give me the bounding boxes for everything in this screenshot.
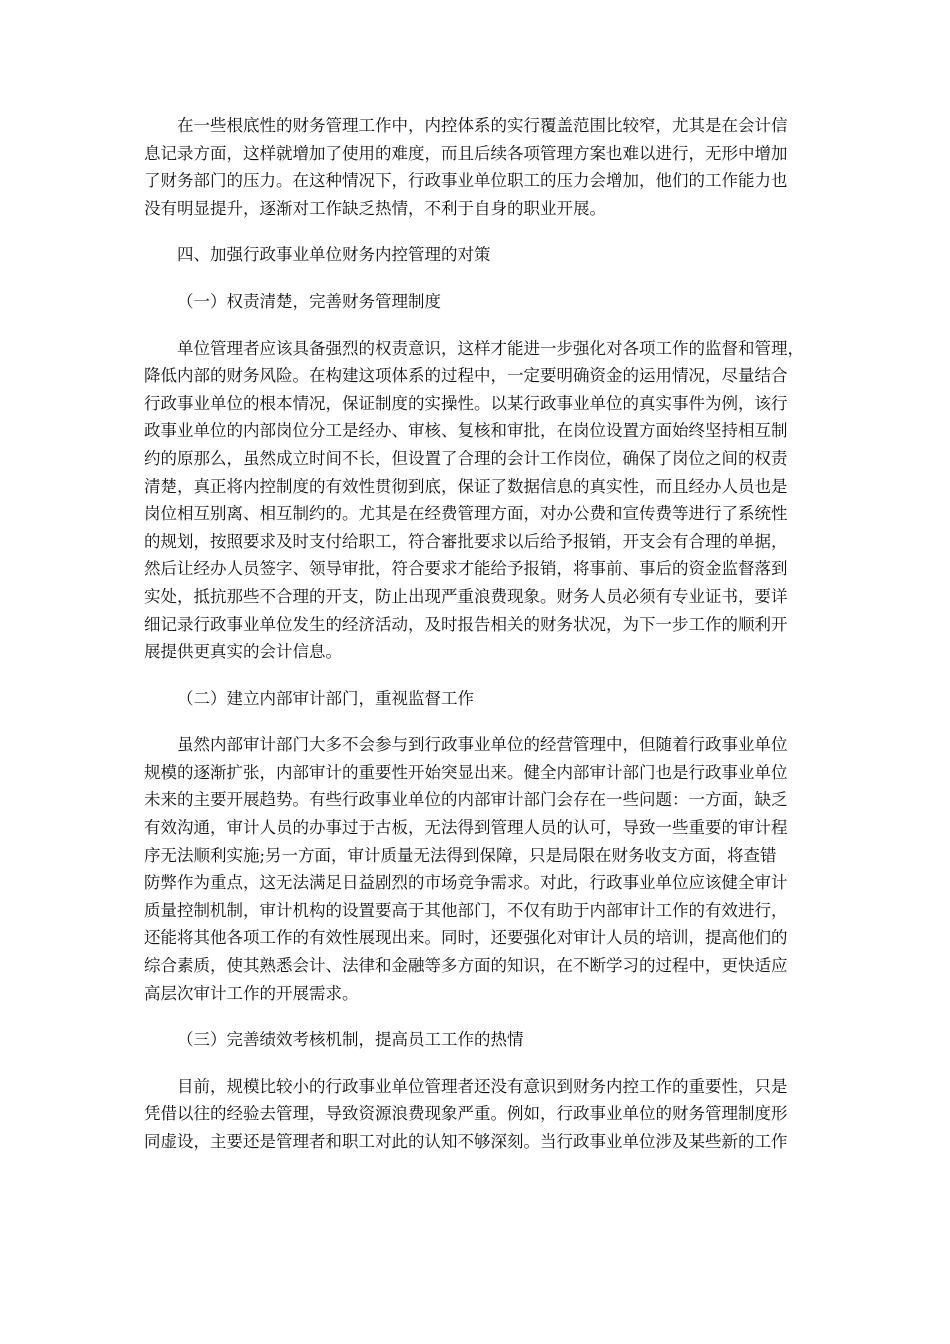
subheading-2: （二）建立内部审计部门，重视监督工作 <box>177 688 474 708</box>
text-line: 同虚设，主要还是管理者和职工对此的认知不够深刻。当行政事业单位涉及某些新的工作 <box>144 1132 788 1151</box>
text-line: 目前，规模比较小的行政事业单位管理者还没有意识到财务内控工作的重要性，只是 <box>177 1076 788 1096</box>
text-line: 高层次审计工作的开展需求。 <box>144 983 359 1003</box>
text-line: 了财务部门的压力。在这种情况下，行政事业单位职工的压力会增加，他们的工作能力也 <box>144 171 788 191</box>
subheading-3: （三）完善绩效考核机制，提高员工工作的热情 <box>177 1030 524 1050</box>
text-line: 息记录方面，这样就增加了使用的难度，而且后续各项管理方案也难以进行，无形中增加 <box>144 143 788 163</box>
section-heading-4: 四、加强行政事业单位财务内控管理的对策 <box>177 245 491 265</box>
text-line: 虽然内部审计部门大多不会参与到行政事业单位的经营管理中，但随着行政事业单位 <box>177 735 788 755</box>
text-line: 有效沟通，审计人员的办事过于古板，无法得到管理人员的认可，导致一些重要的审计程 <box>144 818 788 838</box>
subheading-1: （一）权责清楚，完善财务管理制度 <box>177 291 441 311</box>
document-page <box>144 112 806 1156</box>
paragraph-responsibility <box>144 335 806 666</box>
text-line: 凭借以往的经验去管理，导致资源浪费现象严重。例如，行政事业单位的财务管理制度形 <box>144 1104 788 1124</box>
text-line: 政事业单位的内部岗位分工是经办、审核、复核和审批，在岗位设置方面始终坚持相互制 <box>144 421 788 441</box>
text-line: 防弊作为重点，这无法满足日益剧烈的市场竞争需求。对此，行政事业单位应该健全审计 <box>144 873 788 893</box>
paragraph-performance <box>144 1073 806 1156</box>
text-line: 单位管理者应该具备强烈的权责意识，这样才能进一步强化对各项工作的监督和管理， <box>177 338 804 358</box>
text-line: 综合素质，使其熟悉会计、法律和金融等多方面的知识，在不断学习的过程中，更快适应 <box>144 956 788 976</box>
text-line: 细记录行政事业单位发生的经济活动，及时报告相关的财务状况，为下一步工作的顺利开 <box>144 614 788 634</box>
paragraph-internal-control-scope <box>144 112 806 222</box>
text-line: 规模的逐渐扩张，内部审计的重要性开始突显出来。健全内部审计部门也是行政事业单位 <box>144 762 788 782</box>
paragraph-internal-audit <box>144 731 806 1007</box>
text-line: 清楚，真正将内控制度的有效性贯彻到底，保证了数据信息的真实性，而且经办人员也是 <box>144 476 788 496</box>
text-line: 然后让经办人员签字、领导审批，符合要求才能给予报销，将事前、事后的资金监督落到 <box>144 559 788 579</box>
text-line: 岗位相互别离、相互制约的。尤其是在经费管理方面，对办公费和宣传费等进行了系统性 <box>144 504 788 524</box>
text-line: 约的原那么，虽然成立时间不长，但设置了合理的会计工作岗位，确保了岗位之间的权责 <box>144 448 788 468</box>
text-line: 行政事业单位的根本情况，保证制度的实操性。以某行政事业单位的真实事件为例，该行 <box>144 393 788 413</box>
text-line: 在一些根底性的财务管理工作中，内控体系的实行覆盖范围比较窄，尤其是在会计信 <box>177 116 788 135</box>
text-line: 序无法顺利实施;另一方面，审计质量无法得到保障，只是局限在财务收支方面，将查错 <box>144 845 777 865</box>
text-line: 没有明显提升，逐渐对工作缺乏热情，不利于自身的职业开展。 <box>144 198 606 218</box>
text-line: 还能将其他各项工作的有效性展现出来。同时，还要强化对审计人员的培训，提高他们的 <box>144 928 788 948</box>
text-line: 未来的主要开展趋势。有些行政事业单位的内部审计部门会存在一些问题：一方面，缺乏 <box>144 790 788 810</box>
text-line: 质量控制机制，审计机构的设置要高于其他部门，不仅有助于内部审计工作的有效进行， <box>144 900 788 920</box>
text-line: 展提供更真实的会计信息。 <box>144 642 342 662</box>
text-line: 实处，抵抗那些不合理的开支，防止出现严重浪费现象。财务人员必须有专业证书，要详 <box>144 586 788 606</box>
text-line: 的规划，按照要求及时支付给职工，符合審批要求以后给予报销，开支会有合理的单据， <box>144 531 788 551</box>
text-line: 降低内部的财务风险。在构建这项体系的过程中，一定要明确资金的运用情况，尽量结合 <box>144 366 788 386</box>
